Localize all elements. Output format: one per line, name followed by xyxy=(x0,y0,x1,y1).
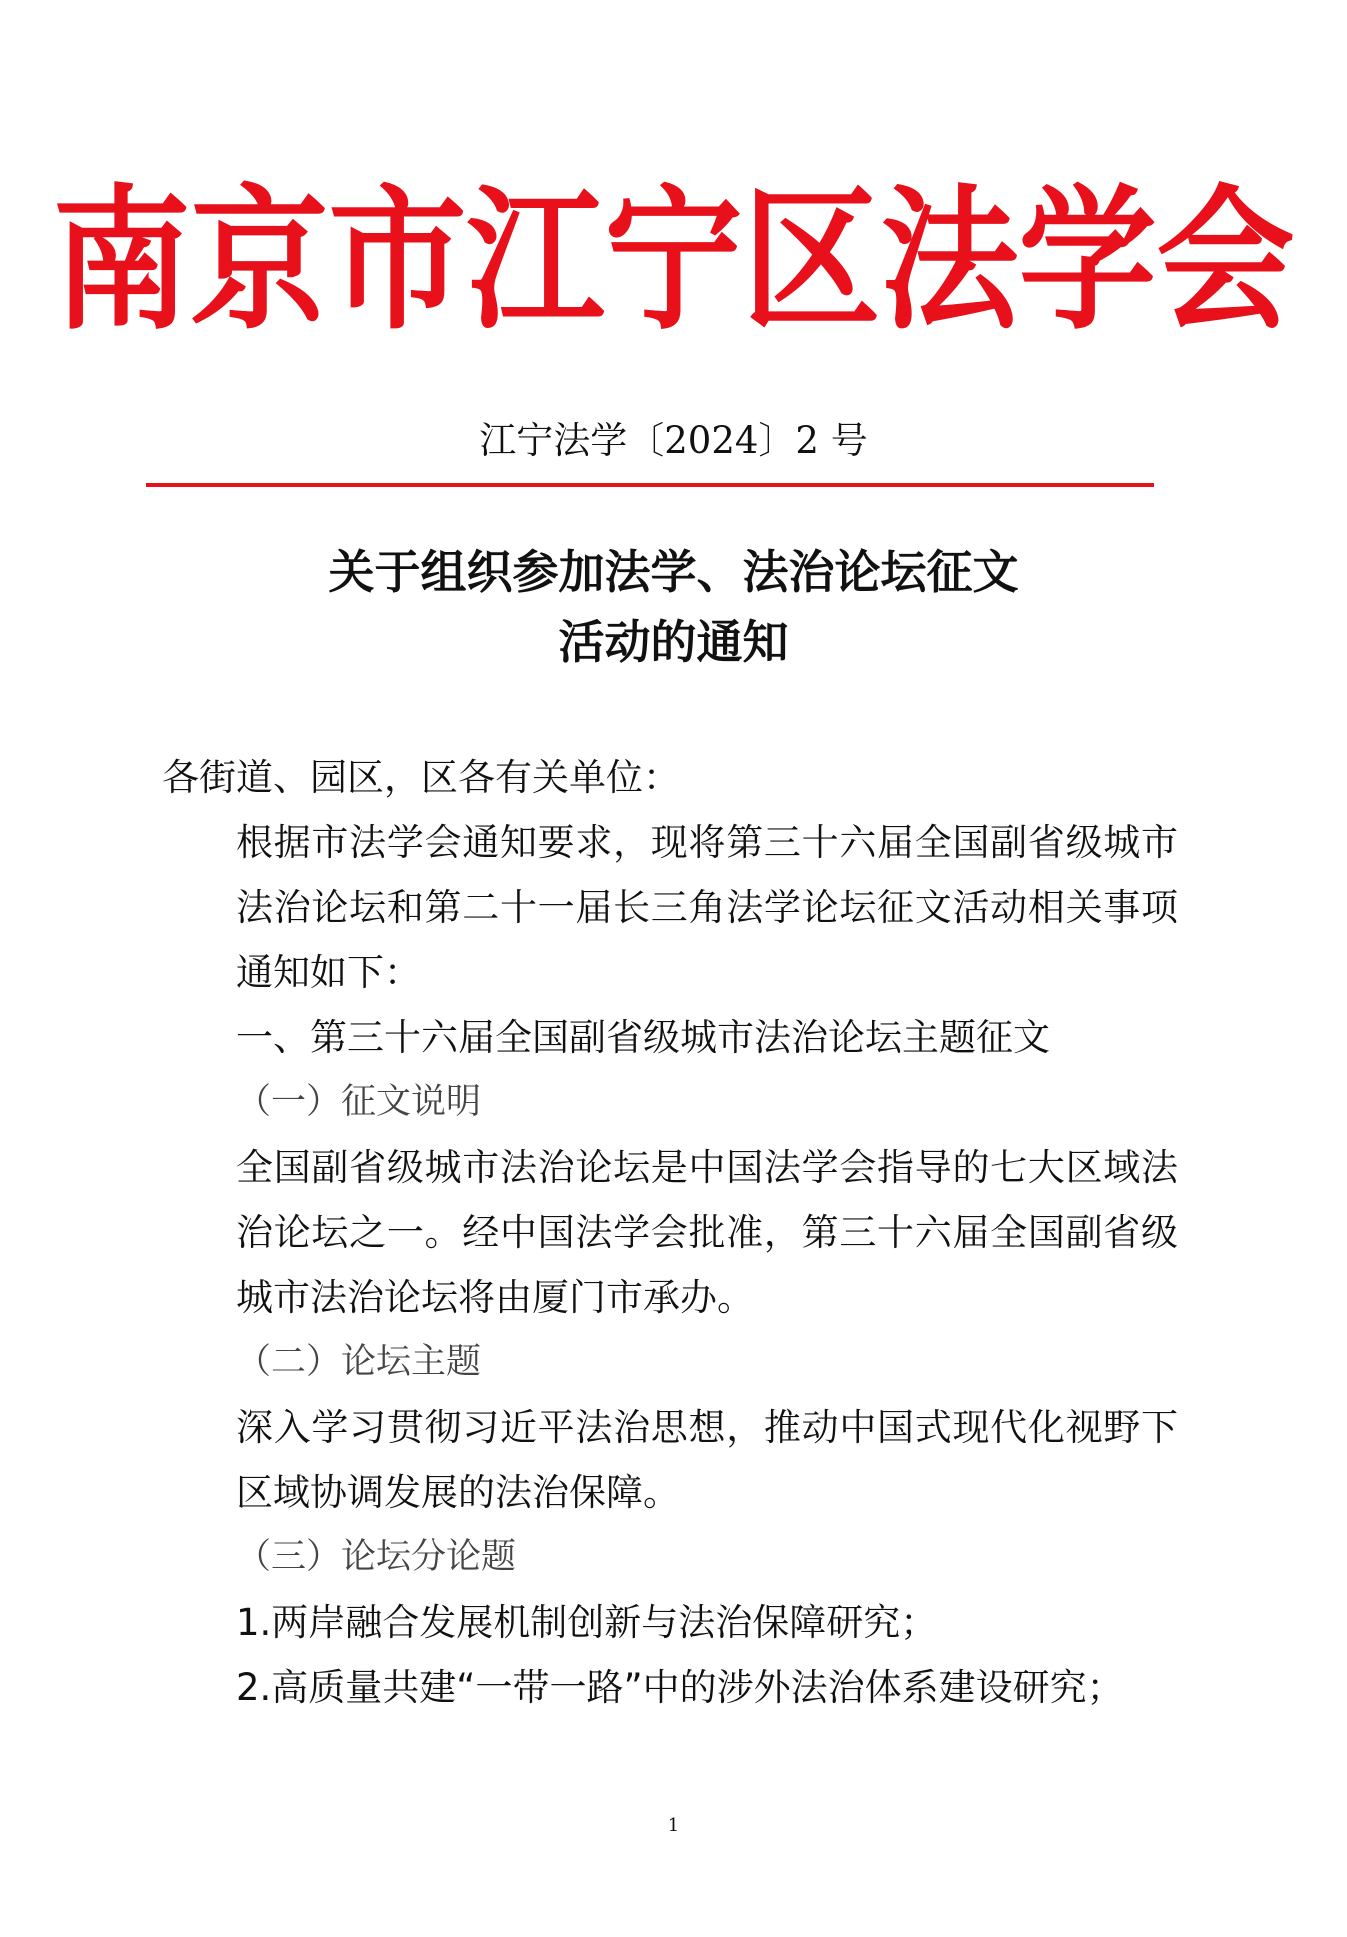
topic-item-2: 2.高质量共建“一带一路”中的涉外法治体系建设研究； xyxy=(236,1666,1124,1709)
intro-paragraph: 根据市法学会通知要求，现将第三十六届全国副省级城市法治论坛和第二十一届长三角法学论坛征文活动相关事项通知如下： xyxy=(236,821,1178,994)
notice-title xyxy=(0,537,1347,677)
red-divider-line xyxy=(146,483,1154,487)
notice-title-line2: 活动的通知 xyxy=(558,615,789,669)
subsection3-heading: （三）论坛分论题 xyxy=(236,1537,517,1577)
topic-item-1: 1.两岸融合发展机制创新与法治保障研究； xyxy=(236,1601,938,1644)
subsection2-heading: （二）论坛主题 xyxy=(236,1342,482,1382)
document-number: 江宁法学〔2024〕2 号 xyxy=(479,419,868,462)
notice-title-line1: 关于组织参加法学、法治论坛征文 xyxy=(328,545,1019,599)
organization-header: 南京市江宁区法学会 xyxy=(52,168,1295,351)
salutation: 各街道、园区，区各有关单位： xyxy=(162,756,680,799)
page-number: 1 xyxy=(667,1815,680,1836)
subsection2-paragraph: 深入学习贯彻习近平法治思想，推动中国式现代化视野下区域协调发展的法治保障。 xyxy=(236,1406,1178,1514)
subsection1-heading: （一）征文说明 xyxy=(236,1082,482,1122)
notice-body xyxy=(162,745,1178,1720)
section1-heading: 一、第三十六届全国副省级城市法治论坛主题征文 xyxy=(236,1016,1050,1059)
subsection1-paragraph: 全国副省级城市法治论坛是中国法学会指导的七大区域法治论坛之一。经中国法学会批准，第三十六届全国副省级城市法治论坛将由厦门市承办。 xyxy=(236,1146,1178,1319)
